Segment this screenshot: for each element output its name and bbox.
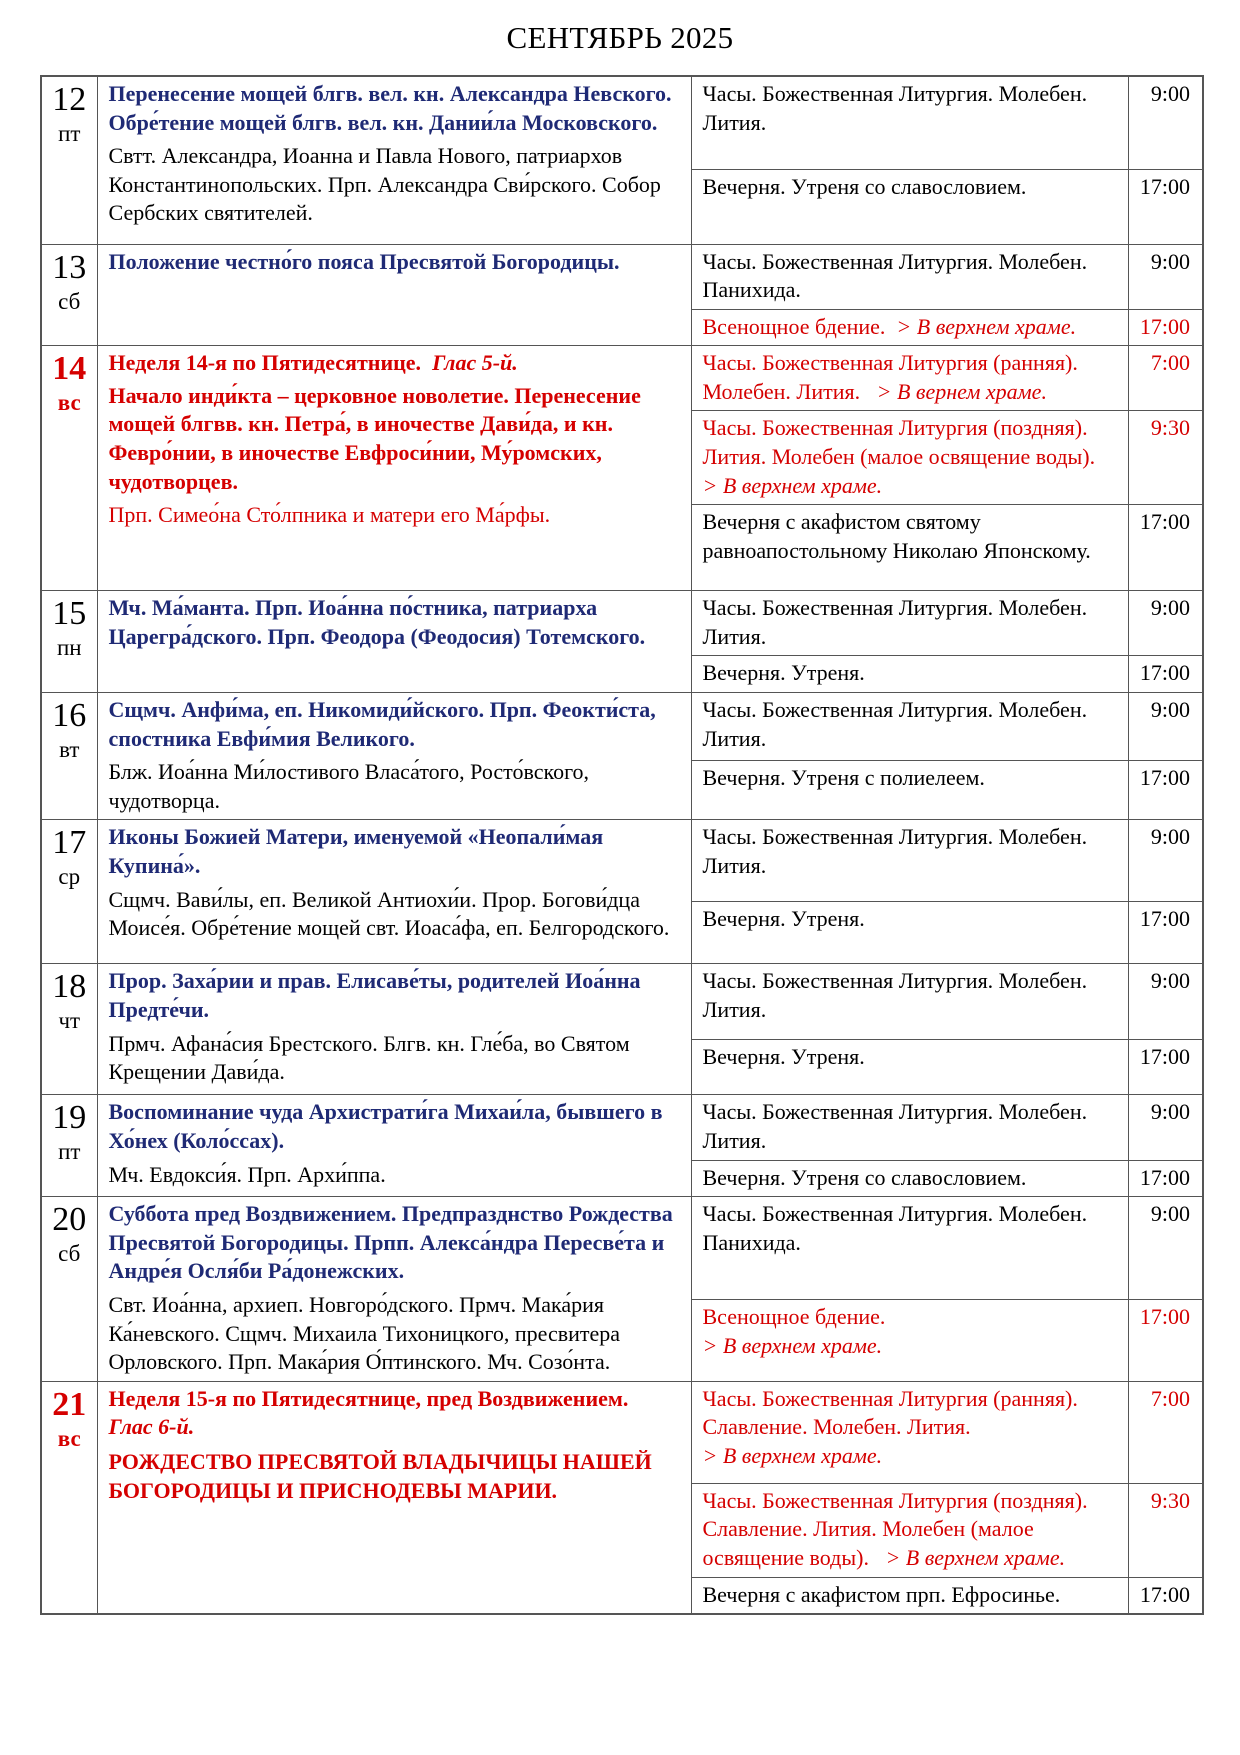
service-text: Часы. Божественная Литургия. Молебен. Лития.	[691, 820, 1128, 902]
saints-commemoration: Свтт. Александра, Иоанна и Павла Нового, патриархов Константинопольских. Прп. Александра Сви́рского. Собор Сербских святителей.	[108, 143, 661, 226]
service-time: 9:00	[1128, 693, 1203, 761]
day-row-19	[41, 1095, 1203, 1160]
feast-title: Суббота пред Воздвижением. Предпразднство Рождества Пресвятой Богородицы. Прпп. Алекса́ндра Пересве́та и Андре́я Осля́би Ра́донежских.	[108, 1201, 673, 1284]
service-time: 17:00	[1128, 760, 1203, 819]
weekday: вс	[57, 390, 81, 416]
saints-commemoration: Блж. Иоа́нна Ми́лостивого Власа́того, Росто́вского, чудотворца.	[108, 759, 590, 813]
day-row-12	[41, 76, 1203, 169]
weekday: сб	[58, 288, 81, 314]
feast-title: Иконы Божией Матери, именуемой «Неопали́мая Купина́».	[108, 824, 604, 878]
weekday: вс	[57, 1425, 81, 1451]
day-number: 12	[52, 81, 87, 118]
day-number: 15	[52, 595, 87, 633]
feast-title: Сщмч. Анфи́ма, еп. Никомиди́йского. Прп. Феокти́ста, спостника Евфи́мия Великого.	[108, 697, 656, 751]
feast-title: Перенесение мощей блгв. вел. кн. Александра Невского. Обре́тение мощей блгв. вел. кн. Дании́ла Московского.	[108, 81, 672, 135]
day-row-20	[41, 1197, 1203, 1300]
service-text: Часы. Божественная Литургия. Молебен. Лития.	[691, 76, 1128, 169]
day-description	[97, 820, 691, 964]
date-cell	[41, 964, 97, 1095]
location-note: > В верхнем храме.	[885, 1544, 1066, 1570]
service-label: Всенощное бдение.	[702, 1304, 886, 1330]
service-time: 17:00	[1128, 169, 1203, 244]
date-cell	[41, 693, 97, 820]
feast-title: Воспоминание чуда Архистрати́га Михаи́ла, бывшего в Хо́нех (Коло́ссах).	[108, 1099, 663, 1153]
service-text: Часы. Божественная Литургия. Молебен. Лития.	[691, 591, 1128, 656]
date-cell	[41, 591, 97, 693]
service-text	[691, 411, 1128, 505]
day-row-17	[41, 820, 1203, 902]
service-text: Часы. Божественная Литургия. Молебен. Лития.	[691, 693, 1128, 761]
day-description	[97, 1095, 691, 1197]
day-number: 21	[52, 1385, 87, 1423]
service-label: Всенощное бдение.	[702, 313, 886, 339]
service-time: 7:00	[1128, 1381, 1203, 1483]
service-time: 7:00	[1128, 346, 1203, 411]
location-note: > В вернем храме.	[876, 378, 1047, 404]
service-text	[691, 309, 1128, 346]
service-text: Часы. Божественная Литургия. Молебен. Лития.	[691, 1095, 1128, 1160]
day-description	[97, 964, 691, 1095]
service-text	[691, 1300, 1128, 1381]
location-note: > В верхнем храме.	[702, 1333, 883, 1358]
date-cell	[41, 244, 97, 346]
weekday: пт	[58, 121, 81, 146]
day-description	[97, 244, 691, 346]
service-time: 17:00	[1128, 902, 1203, 964]
service-text: Вечерня. Утреня со славословием.	[691, 1160, 1128, 1197]
service-time: 17:00	[1128, 1040, 1203, 1095]
service-time: 17:00	[1128, 1577, 1203, 1614]
day-description	[97, 76, 691, 244]
service-time: 9:00	[1128, 1095, 1203, 1160]
service-text: Часы. Божественная Литургия. Молебен. Панихида.	[691, 244, 1128, 309]
date-cell	[41, 1197, 97, 1382]
service-time: 9:00	[1128, 76, 1203, 169]
feast-title: Мч. Ма́манта. Прп. Иоа́нна по́стника, патриарха Царегра́дского. Прп. Феодора (Феодосия) Тотемского.	[108, 595, 646, 649]
saints-commemoration: Свт. Иоа́нна, архиеп. Новгоро́дского. Прмч. Мака́рия Ка́невского. Сщмч. Михаила Тихоницкого, пресвитера Орловского. Прп. Мака́рия О́птинского. Мч. Созо́нта.	[108, 1291, 621, 1375]
service-text: Вечерня. Утреня.	[691, 902, 1128, 964]
day-row-21	[41, 1381, 1203, 1483]
service-time: 17:00	[1128, 1160, 1203, 1197]
day-description	[97, 591, 691, 693]
date-cell	[41, 820, 97, 964]
weekday: пт	[58, 1139, 81, 1165]
day-number: 13	[52, 248, 87, 286]
location-note: > В верхнем храме.	[896, 313, 1077, 339]
day-row-13	[41, 244, 1203, 309]
major-feast: Начало инди́кта – церковное новолетие. Перенесение мощей блгвв. кн. Петра́, в иночестве Дави́да, и кн. Февро́нии, в иночестве Евфроси́нии, Му́ромских, чудотворцев.	[108, 382, 641, 494]
date-cell	[41, 1381, 97, 1614]
service-time: 9:00	[1128, 820, 1203, 902]
service-text: Вечерня с акафистом святому равноапостольному Николаю Японскому.	[691, 505, 1128, 591]
day-row-16	[41, 693, 1203, 761]
feast-title	[109, 1385, 683, 1442]
glas-label: Глас 6-й.	[108, 1414, 195, 1440]
service-time: 9:00	[1128, 1197, 1203, 1300]
service-text	[691, 1381, 1128, 1483]
service-text: Часы. Божественная Литургия. Молебен. Панихида.	[691, 1197, 1128, 1300]
day-number: 18	[52, 968, 87, 1006]
saints-commemoration: Мч. Евдокси́я. Прп. Архи́ппа.	[108, 1161, 386, 1187]
day-description	[97, 1381, 691, 1614]
service-time: 9:00	[1128, 244, 1203, 309]
day-number: 17	[52, 824, 87, 862]
major-feast: РОЖДЕСТВО ПРЕСВЯТОЙ ВЛАДЫЧИЦЫ НАШЕЙ БОГОРОДИЦЫ И ПРИСНОДЕВЫ МАРИИ.	[108, 1448, 652, 1503]
service-text: Вечерня с акафистом прп. Ефросинье.	[691, 1577, 1128, 1614]
service-label: Часы. Божественная Литургия (ранняя). Молебен. Лития.	[702, 350, 1078, 404]
day-number: 19	[52, 1099, 87, 1137]
service-text	[691, 346, 1128, 411]
service-time: 17:00	[1128, 505, 1203, 591]
weekday: вт	[59, 737, 80, 763]
saints-commemoration: Прмч. Афана́сия Брестского. Блгв. кн. Гле́ба, во Святом Крещении Дави́да.	[108, 1030, 630, 1085]
schedule-table	[40, 75, 1204, 1615]
service-label: Часы. Божественная Литургия (поздняя). Славление. Лития. Молебен (малое освящение воды).	[702, 1487, 1088, 1570]
glas-label: Глас 5-й.	[432, 350, 518, 376]
feast-title: Прор. Заха́рии и прав. Елисаве́ты, родителей Иоа́нна Предте́чи.	[108, 968, 641, 1022]
service-text: Часы. Божественная Литургия. Молебен. Лития.	[691, 964, 1128, 1040]
location-note: > В верхнем храме.	[702, 1442, 883, 1468]
service-time: 9:00	[1128, 591, 1203, 656]
service-time: 17:00	[1128, 1300, 1203, 1381]
service-time: 17:00	[1128, 309, 1203, 346]
service-time: 9:30	[1128, 1483, 1203, 1577]
saints-commemoration: Прп. Симео́на Сто́лпника и матери его Ма́рфы.	[108, 502, 551, 528]
service-time: 17:00	[1128, 656, 1203, 693]
weekday: чт	[58, 1008, 81, 1034]
service-text	[691, 1483, 1128, 1577]
saints-commemoration: Сщмч. Вави́лы, еп. Великой Антиохи́и. Прор. Богови́дца Моисе́я. Обре́тение мощей свт. Иоаса́фа, еп. Белгородского.	[108, 886, 670, 941]
day-description	[97, 693, 691, 820]
sunday-title: Неделя 14-я по Пятидесятнице.	[108, 350, 422, 376]
feast-title: Положение честно́го пояса Пресвятой Богородицы.	[108, 248, 620, 274]
date-cell	[41, 1095, 97, 1197]
feast-title	[109, 349, 683, 378]
service-label: Часы. Божественная Литургия (ранняя). Славление. Молебен. Лития.	[702, 1385, 1078, 1440]
location-note: > В верхнем храме.	[702, 472, 883, 498]
weekday: пн	[56, 635, 82, 661]
page-title: СЕНТЯБРЬ 2025	[506, 20, 734, 55]
day-row-15	[41, 591, 1203, 656]
service-text: Вечерня. Утреня.	[691, 1040, 1128, 1095]
service-time: 9:00	[1128, 964, 1203, 1040]
service-text: Вечерня. Утреня со славословием.	[691, 169, 1128, 244]
service-text: Вечерня. Утреня с полиелеем.	[691, 760, 1128, 819]
service-time: 9:30	[1128, 411, 1203, 505]
date-cell	[41, 346, 97, 591]
day-row-18	[41, 964, 1203, 1040]
day-number: 14	[52, 350, 87, 388]
sunday-title: Неделя 15-я по Пятидесятнице, пред Воздвижением.	[108, 1385, 629, 1411]
day-number: 20	[52, 1201, 87, 1239]
weekday: ср	[58, 864, 81, 890]
date-cell	[41, 76, 97, 244]
day-number: 16	[52, 697, 87, 735]
service-label: Часы. Божественная Литургия (поздняя). Лития. Молебен (малое освящение воды).	[702, 415, 1096, 470]
day-row-14	[41, 346, 1203, 411]
weekday: сб	[58, 1241, 81, 1267]
day-description	[97, 346, 691, 591]
service-text: Вечерня. Утреня.	[691, 656, 1128, 693]
day-description	[97, 1197, 691, 1382]
